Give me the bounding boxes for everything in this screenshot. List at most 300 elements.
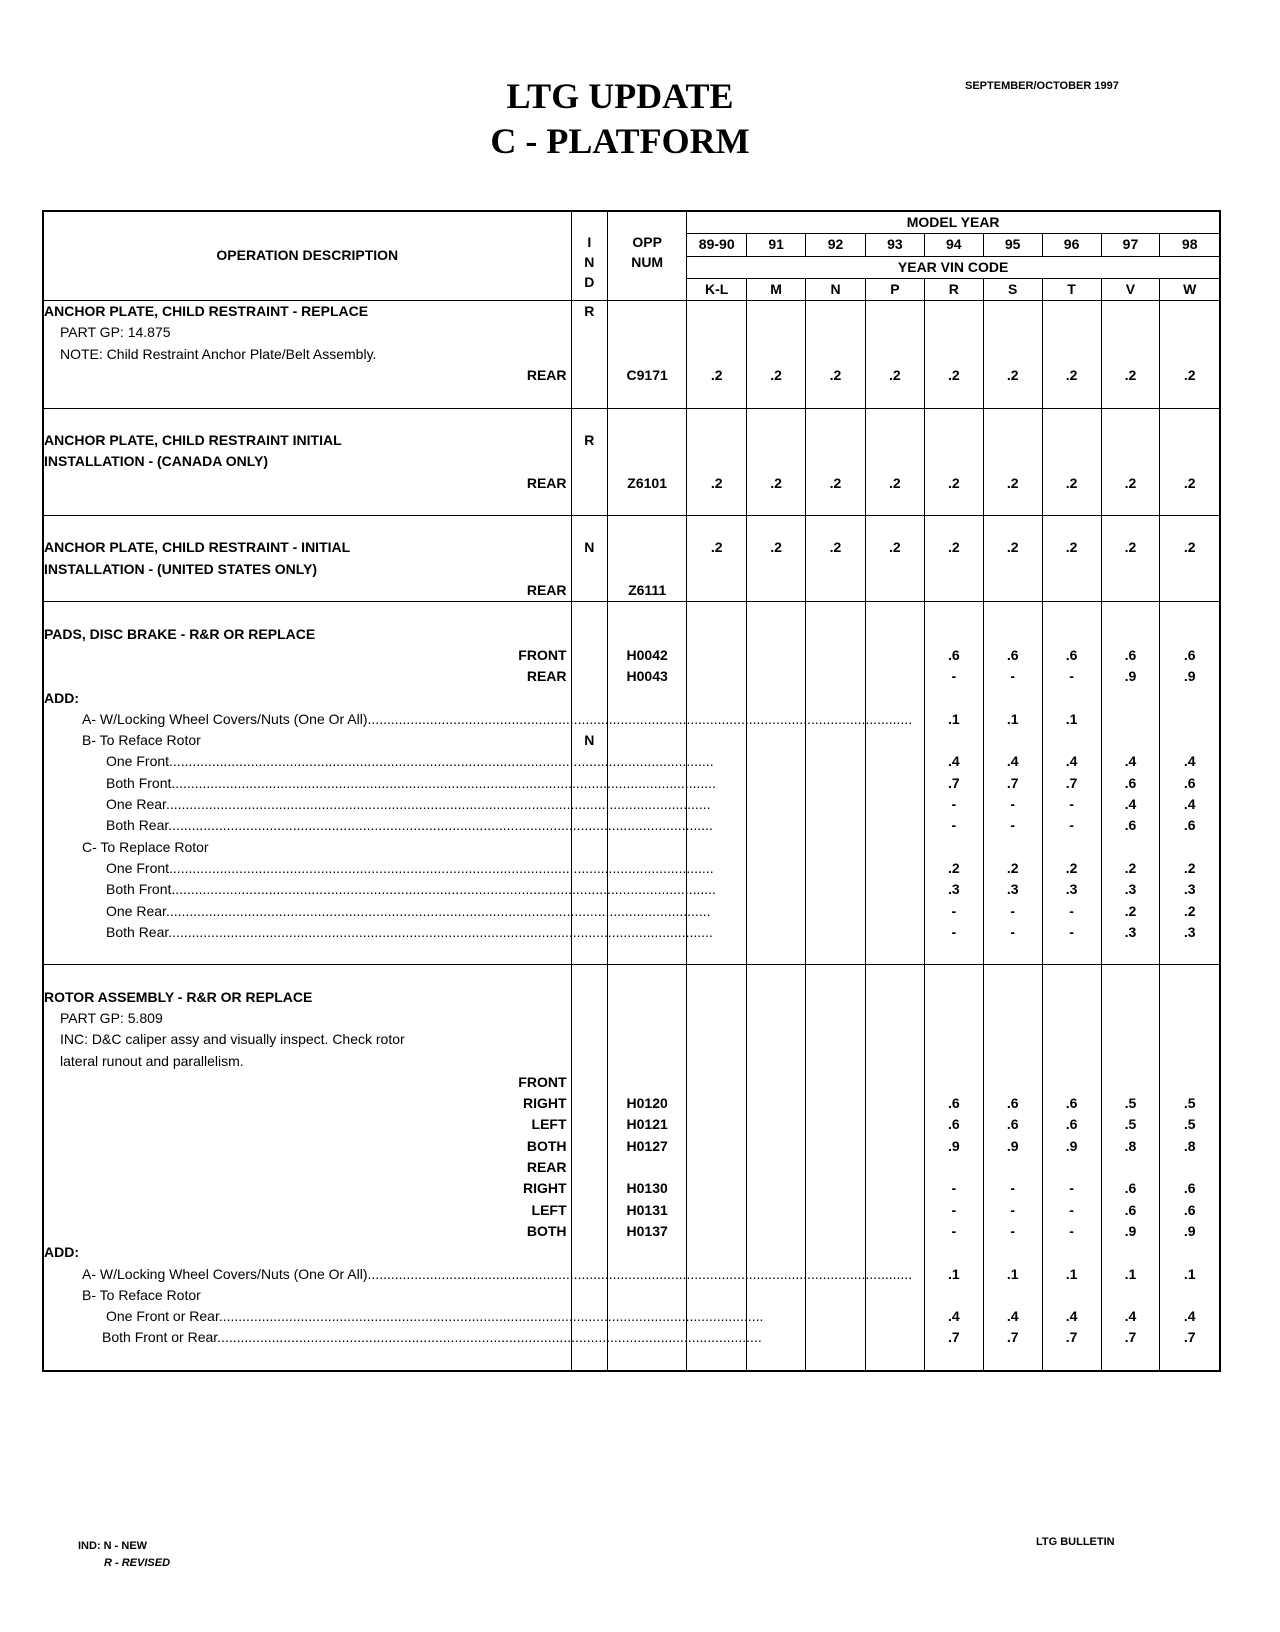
labor-time-value	[747, 688, 805, 709]
operation-section	[43, 516, 1220, 602]
labor-time-value: .4	[1124, 753, 1137, 770]
description-line: ADD:	[44, 1244, 79, 1261]
labor-time-value: .6	[947, 646, 960, 663]
leader-dots: ............................................................................................................................................	[218, 1308, 764, 1325]
labor-time-value: .2	[710, 539, 723, 556]
description-text: One Rear	[106, 796, 166, 813]
labor-time-value	[687, 386, 746, 407]
labor-time-value	[747, 943, 805, 964]
labor-time-value: .2	[1006, 859, 1019, 876]
labor-time-value	[806, 1157, 865, 1178]
labor-time-value	[687, 943, 746, 964]
vin-code-header: S	[983, 278, 1042, 300]
labor-time-value	[866, 624, 924, 645]
labor-time-value	[687, 1178, 746, 1199]
labor-time-cell	[687, 301, 747, 408]
labor-time-value: .1	[947, 1265, 960, 1282]
labor-time-value	[747, 666, 805, 687]
labor-time-value	[1043, 1157, 1101, 1178]
labor-time-value	[1160, 1285, 1219, 1306]
ind-code	[572, 322, 608, 343]
labor-time-value	[687, 1029, 746, 1050]
labor-time-value	[984, 730, 1042, 751]
labor-time-value	[806, 1327, 865, 1348]
labor-time-value	[925, 409, 983, 430]
labor-time-value: .7	[1006, 774, 1019, 791]
labor-time-value	[687, 965, 746, 986]
labor-time-value: .2	[1065, 367, 1078, 384]
position-label: FRONT	[518, 646, 567, 663]
labor-time-value	[984, 451, 1042, 472]
operation-section	[43, 602, 1220, 965]
labor-time-value	[1160, 451, 1219, 472]
labor-time-value	[747, 922, 805, 943]
ind-code	[572, 666, 608, 687]
labor-time-value	[687, 1157, 746, 1178]
labor-time-value	[1160, 430, 1219, 451]
labor-time-value	[806, 409, 865, 430]
labor-time-value: -	[951, 1222, 957, 1239]
labor-time-value: .1	[1124, 1265, 1137, 1282]
labor-time-value	[925, 386, 983, 407]
opp-number	[608, 409, 686, 430]
description-text: Both Rear	[106, 817, 169, 834]
position-label: REAR	[526, 668, 567, 685]
labor-time-cell	[924, 516, 983, 602]
description-line	[44, 815, 713, 836]
description-text: One Front	[106, 859, 170, 876]
labor-time-value: .7	[947, 1329, 960, 1346]
labor-time-value	[1102, 494, 1160, 515]
labor-time-value	[984, 1157, 1042, 1178]
year-header: 93	[865, 234, 924, 256]
ind-code	[572, 965, 608, 986]
labor-time-value	[984, 430, 1042, 451]
labor-time-value	[747, 580, 805, 601]
labor-time-value	[747, 879, 805, 900]
labor-time-cell	[865, 965, 924, 1371]
labor-time-value: -	[951, 796, 957, 813]
labor-time-value: .4	[1183, 753, 1196, 770]
vin-code-header: N	[806, 278, 866, 300]
labor-time-value	[687, 1051, 746, 1072]
labor-time-value	[1160, 322, 1219, 343]
opp-number	[608, 1029, 686, 1050]
opp-number: H0042	[626, 646, 668, 663]
labor-time-cell	[983, 602, 1042, 965]
labor-time-value: .4	[947, 753, 960, 770]
table-header	[43, 211, 1220, 301]
labor-time-value	[806, 516, 865, 537]
labor-time-value	[747, 987, 805, 1008]
labor-time-value	[747, 624, 805, 645]
description-line	[44, 879, 716, 900]
description-line	[44, 901, 711, 922]
labor-time-value	[866, 987, 924, 1008]
labor-time-value	[925, 1242, 983, 1263]
labor-time-value	[747, 901, 805, 922]
footer-bulletin: LTG BULLETIN	[1036, 1536, 1115, 1548]
labor-time-value	[1043, 494, 1101, 515]
description-cell	[43, 516, 571, 602]
labor-time-value: .6	[1006, 1095, 1019, 1112]
labor-time-value	[687, 1242, 746, 1263]
labor-time-value: .6	[1183, 646, 1196, 663]
labor-time-cell	[865, 408, 924, 515]
labor-time-value	[1043, 409, 1101, 430]
labor-time-value	[984, 1008, 1042, 1029]
operation-section	[43, 301, 1220, 408]
labor-time-cell	[1160, 408, 1220, 515]
labor-time-value	[806, 344, 865, 365]
labor-time-value	[984, 409, 1042, 430]
leader-dots: ............................................................................................................................................	[367, 1265, 913, 1282]
labor-time-value	[984, 322, 1042, 343]
ind-code	[572, 1136, 608, 1157]
labor-time-value	[1043, 730, 1101, 751]
opp-cell	[608, 301, 687, 408]
opp-number	[608, 1051, 686, 1072]
labor-time-value: .1	[947, 710, 960, 727]
opp-number	[608, 1349, 686, 1370]
labor-time-value	[1043, 559, 1101, 580]
labor-time-value	[1160, 386, 1219, 407]
labor-time-value	[806, 322, 865, 343]
labor-time-value: -	[1069, 796, 1074, 813]
ind-cell	[571, 408, 608, 515]
labor-time-value	[687, 624, 746, 645]
labor-time-value	[1160, 516, 1219, 537]
labor-time-value	[925, 837, 983, 858]
opp-number	[608, 943, 686, 964]
ind-code	[572, 688, 608, 709]
labor-time-value	[1043, 516, 1101, 537]
description-cell	[43, 408, 571, 515]
ind-code	[572, 1221, 608, 1242]
labor-time-value: -	[1010, 796, 1016, 813]
ind-code	[572, 1008, 608, 1029]
opp-number	[608, 451, 686, 472]
labor-time-value	[747, 858, 805, 879]
labor-time-cell	[747, 602, 806, 965]
labor-time-value	[806, 645, 865, 666]
labor-time-value: -	[1010, 1180, 1016, 1197]
labor-time-value	[687, 1349, 746, 1370]
labor-time-value: .3	[1124, 923, 1137, 940]
labor-time-value	[687, 322, 746, 343]
labor-time-value	[866, 858, 924, 879]
labor-time-value	[866, 751, 924, 772]
labor-time-value	[806, 1029, 865, 1050]
labor-time-value: .4	[1124, 796, 1137, 813]
labor-time-value	[984, 1285, 1042, 1306]
labor-time-value	[866, 409, 924, 430]
labor-time-value	[687, 559, 746, 580]
labor-time-cell	[747, 408, 806, 515]
labor-time-value	[925, 580, 983, 601]
labor-time-value	[747, 1093, 805, 1114]
labor-time-value: .6	[1006, 1116, 1019, 1133]
labor-time-value: .7	[1065, 774, 1078, 791]
opp-number: H0121	[626, 1116, 668, 1133]
labor-time-value	[1043, 965, 1101, 986]
operation-description-header: OPERATION DESCRIPTION	[43, 211, 571, 301]
labor-time-value	[925, 301, 983, 322]
ind-code	[572, 1200, 608, 1221]
labor-time-value: -	[1069, 923, 1074, 940]
description-text: One Rear	[106, 902, 166, 919]
labor-time-value: .7	[947, 774, 960, 791]
labor-time-value: -	[951, 1180, 957, 1197]
labor-time-value	[747, 645, 805, 666]
labor-time-value: .7	[1006, 1329, 1019, 1346]
labor-time-value	[687, 1285, 746, 1306]
year-header: 98	[1160, 234, 1220, 256]
labor-time-value	[806, 1178, 865, 1199]
description-line	[44, 1306, 764, 1327]
labor-time-value	[747, 1200, 805, 1221]
vin-code-header: W	[1160, 278, 1220, 300]
opp-number	[608, 516, 686, 537]
position-label: RIGHT	[522, 1180, 567, 1197]
labor-time-value	[1102, 730, 1160, 751]
labor-time-value	[747, 451, 805, 472]
labor-time-value	[1102, 987, 1160, 1008]
labor-time-value: -	[951, 1201, 957, 1218]
labor-time-value	[984, 1072, 1042, 1093]
labor-time-cell	[983, 965, 1042, 1371]
labor-time-value	[925, 624, 983, 645]
labor-time-value	[1043, 837, 1101, 858]
labor-time-value	[1102, 1072, 1160, 1093]
ind-code	[572, 1157, 608, 1178]
labor-time-value	[925, 730, 983, 751]
labor-time-value	[866, 943, 924, 964]
labor-time-cell	[747, 301, 806, 408]
labor-time-value	[687, 494, 746, 515]
leader-dots: ............................................................................................................................................	[169, 859, 714, 876]
opp-number: C9171	[626, 367, 668, 384]
labor-time-value: .1	[1006, 710, 1019, 727]
labor-time-value	[687, 1136, 746, 1157]
position-label: RIGHT	[522, 1095, 567, 1112]
labor-time-value	[687, 837, 746, 858]
ind-code	[572, 624, 608, 645]
ind-code	[572, 1349, 608, 1370]
labor-time-value	[806, 580, 865, 601]
labor-time-value	[866, 1349, 924, 1370]
labor-time-value	[806, 987, 865, 1008]
ind-code	[572, 943, 608, 964]
labor-time-value: .6	[1183, 774, 1196, 791]
labor-time-value	[806, 1072, 865, 1093]
labor-time-value	[984, 624, 1042, 645]
labor-time-value	[1160, 1242, 1219, 1263]
description-line	[44, 409, 571, 430]
description-line	[44, 965, 571, 986]
opp-number	[608, 559, 686, 580]
opp-number	[608, 301, 686, 322]
page-title-line2: C - PLATFORM	[490, 121, 750, 161]
leader-dots: ............................................................................................................................................	[169, 753, 714, 770]
labor-time-value	[1102, 709, 1160, 730]
labor-time-value: .2	[889, 367, 901, 384]
labor-time-value	[747, 1157, 805, 1178]
leader-dots: ............................................................................................................................................	[165, 796, 711, 813]
labor-time-value	[925, 1029, 983, 1050]
labor-time-value: -	[1010, 1201, 1016, 1218]
opp-number: H0130	[626, 1180, 668, 1197]
labor-time-value: .6	[1065, 1116, 1078, 1133]
labor-time-value	[866, 1051, 924, 1072]
labor-time-value	[806, 602, 865, 623]
bulletin-date: SEPTEMBER/OCTOBER 1997	[965, 80, 1119, 92]
labor-time-value	[984, 1349, 1042, 1370]
opp-number: H0120	[626, 1095, 668, 1112]
labor-time-value	[1043, 1285, 1101, 1306]
labor-time-value: .4	[1006, 1308, 1019, 1325]
opp-number	[608, 1157, 686, 1178]
labor-time-value	[806, 794, 865, 815]
description-line	[44, 922, 713, 943]
labor-time-value: .7	[1065, 1329, 1078, 1346]
labor-time-value	[687, 645, 746, 666]
labor-time-value	[687, 580, 746, 601]
labor-time-value	[866, 922, 924, 943]
opp-number: H0127	[626, 1137, 668, 1154]
labor-time-value: .2	[947, 474, 960, 491]
leader-dots: ............................................................................................................................................	[367, 710, 913, 727]
labor-time-value	[1102, 451, 1160, 472]
labor-time-value	[806, 1221, 865, 1242]
labor-time-value	[806, 430, 865, 451]
labor-time-value	[747, 751, 805, 772]
labor-time-value: .4	[1183, 796, 1196, 813]
description-line: ANCHOR PLATE, CHILD RESTRAINT - INITIAL	[44, 539, 351, 556]
labor-time-value	[1043, 1072, 1101, 1093]
opp-number: H0043	[626, 668, 668, 685]
labor-time-value	[1160, 837, 1219, 858]
labor-time-value: -	[1010, 668, 1016, 685]
position-label: REAR	[526, 582, 567, 599]
description-line: PART GP: 14.875	[60, 324, 171, 341]
labor-time-value	[1102, 1157, 1160, 1178]
ind-code	[572, 1093, 608, 1114]
labor-time-value	[866, 688, 924, 709]
labor-time-value: .2	[1124, 474, 1137, 491]
labor-time-value	[984, 688, 1042, 709]
labor-time-value	[925, 688, 983, 709]
labor-time-cell	[687, 516, 747, 602]
year-header: 89-90	[687, 234, 747, 256]
labor-time-value: -	[1069, 902, 1074, 919]
description-line: INSTALLATION - (CANADA ONLY)	[44, 453, 268, 470]
labor-time-value	[687, 688, 746, 709]
labor-time-value: -	[951, 902, 957, 919]
description-text: Both Front	[106, 774, 172, 791]
description-cell	[43, 301, 571, 408]
labor-time-value	[925, 943, 983, 964]
labor-time-value	[866, 1306, 924, 1327]
labor-time-value	[806, 773, 865, 794]
labor-time-value	[806, 1200, 865, 1221]
labor-time-value	[687, 301, 746, 322]
description-line	[44, 773, 716, 794]
opp-number	[608, 1242, 686, 1263]
labor-time-value: .1	[1183, 1265, 1196, 1282]
labor-time-value: .2	[1124, 859, 1137, 876]
leader-dots: ............................................................................................................................................	[171, 774, 716, 791]
labor-time-value: .5	[1183, 1095, 1196, 1112]
ind-code: R	[584, 303, 595, 320]
ind-code	[572, 1029, 608, 1050]
labor-time-value: .2	[947, 859, 960, 876]
description-text: A- W/Locking Wheel Covers/Nuts (One Or All)	[82, 710, 368, 727]
labor-time-value: .9	[1124, 668, 1137, 685]
labor-time-value	[1043, 301, 1101, 322]
position-label: REAR	[526, 367, 567, 384]
labor-time-value	[1102, 1008, 1160, 1029]
labor-time-value	[866, 1072, 924, 1093]
labor-time-cell	[1101, 602, 1160, 965]
ind-code: R	[584, 431, 595, 448]
leader-dots: ............................................................................................................................................	[171, 881, 716, 898]
labor-time-value	[866, 559, 924, 580]
description-line	[44, 602, 571, 623]
labor-time-value	[1160, 344, 1219, 365]
labor-time-cell	[1042, 516, 1101, 602]
description-text: Both Rear	[106, 923, 169, 940]
labor-time-value	[747, 494, 805, 515]
labor-time-value: .6	[1124, 817, 1137, 834]
opp-number	[608, 624, 686, 645]
labor-time-value	[925, 559, 983, 580]
labor-time-value	[925, 322, 983, 343]
labor-time-value: .8	[1183, 1137, 1196, 1154]
vin-code-header: T	[1042, 278, 1101, 300]
labor-time-value: .3	[1006, 881, 1019, 898]
labor-time-value	[866, 1093, 924, 1114]
labor-time-value: .6	[1124, 646, 1137, 663]
labor-time-cell	[1101, 408, 1160, 515]
ind-code	[572, 987, 608, 1008]
labor-time-value	[747, 602, 805, 623]
labor-time-cell	[806, 516, 866, 602]
ind-header-2: N	[584, 254, 595, 270]
labor-time-value: .6	[1183, 1201, 1196, 1218]
description-line	[44, 943, 571, 964]
model-year-header: MODEL YEAR	[687, 211, 1220, 234]
labor-time-value	[1160, 602, 1219, 623]
ind-header	[571, 211, 608, 301]
description-line: PART GP: 5.809	[60, 1009, 163, 1026]
labor-time-value	[747, 1114, 805, 1135]
labor-time-value	[747, 1136, 805, 1157]
leader-dots: ............................................................................................................................................	[168, 923, 713, 940]
ind-code	[572, 494, 608, 515]
labor-time-value: .6	[1124, 1201, 1137, 1218]
labor-time-value	[806, 494, 865, 515]
labor-time-value	[1043, 1029, 1101, 1050]
ind-code: N	[584, 539, 595, 556]
description-line: ANCHOR PLATE, CHILD RESTRAINT - REPLACE	[44, 303, 369, 320]
labor-time-value: -	[1069, 668, 1074, 685]
labor-time-value: -	[951, 668, 957, 685]
labor-time-value	[687, 1114, 746, 1135]
opp-number	[608, 730, 686, 751]
labor-time-value: .2	[1124, 902, 1137, 919]
ind-code	[572, 1051, 608, 1072]
